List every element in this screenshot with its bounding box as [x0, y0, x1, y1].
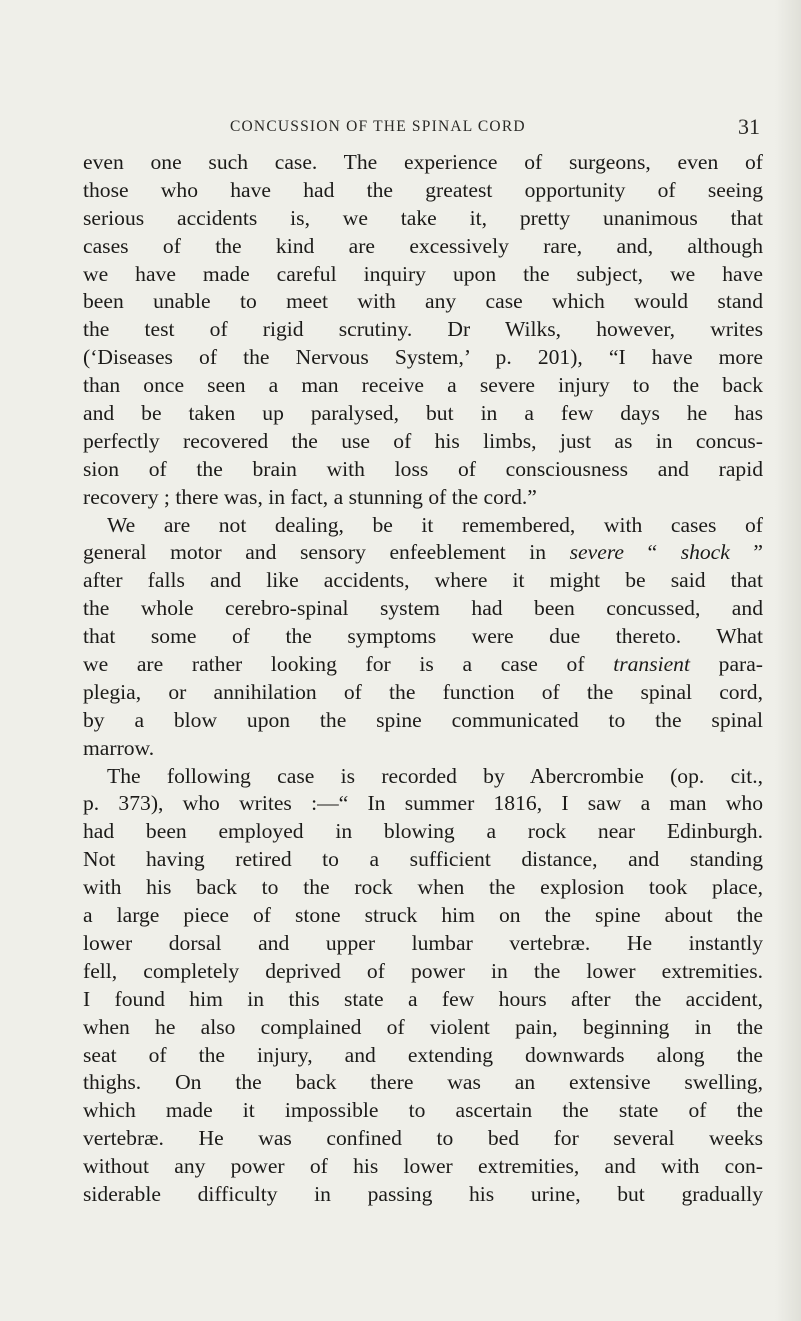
- text-line: with his back to the rock when the explosion took place,: [83, 875, 763, 900]
- text-line: marrow.: [83, 735, 155, 760]
- text-line: those who have had the greatest opportunity of seeing: [83, 177, 763, 202]
- text-line: siderable difficulty in passing his urine, but gradually: [83, 1181, 763, 1206]
- text-line: vertebræ. He was confined to bed for several weeks: [83, 1126, 763, 1151]
- text-line: The following case is recorded by Abercrombie (op. cit.,: [107, 763, 763, 788]
- body-text: [83, 149, 763, 1209]
- text-line: without any power of his lower extremities, and with con-: [83, 1154, 763, 1179]
- text-line: that some of the symptoms were due thereto. What: [83, 624, 763, 649]
- running-title: CONCUSSION OF THE SPINAL CORD: [230, 118, 526, 135]
- text-line: (‘Diseases of the Nervous System,’ p. 201), “I have more: [83, 345, 763, 370]
- text-line: seat of the injury, and extending downwards along the: [83, 1042, 763, 1067]
- text-line: by a blow upon the spine communicated to the spinal: [83, 707, 763, 732]
- text-line: plegia, or annihilation of the function of the spinal cord,: [83, 679, 763, 704]
- running-head: [84, 116, 774, 144]
- text-line: p. 373), who writes :—“ In summer 1816, I saw a man who: [83, 791, 763, 816]
- text-line: lower dorsal and upper lumbar vertebræ. He instantly: [83, 930, 763, 955]
- text-line: I found him in this state a few hours after the accident,: [83, 986, 763, 1011]
- text-line: we are rather looking for is a case of transient para-: [83, 652, 764, 677]
- page-edge-shadow: [775, 0, 801, 1321]
- text-line: after falls and like accidents, where it might be said that: [83, 568, 763, 593]
- text-line: thighs. On the back there was an extensive swelling,: [83, 1070, 763, 1095]
- text-line: a large piece of stone struck him on the spine about the: [83, 903, 763, 928]
- text-line: cases of the kind are excessively rare, and, although: [83, 233, 763, 258]
- text-line: Not having retired to a sufficient distance, and standing: [83, 847, 763, 872]
- text-line: serious accidents is, we take it, pretty unanimous that: [83, 205, 763, 230]
- text-line: the test of rigid scrutiny. Dr Wilks, however, writes: [83, 317, 763, 342]
- text-line: general motor and sensory enfeeblement in severe “ shock ”: [83, 540, 763, 565]
- text-line: the whole cerebro-spinal system had been concussed, and: [83, 596, 763, 621]
- text-line: even one such case. The experience of surgeons, even of: [83, 150, 763, 174]
- text-line: and be taken up paralysed, but in a few days he has: [83, 401, 763, 426]
- text-line: perfectly recovered the use of his limbs, just as in concus-: [83, 428, 763, 453]
- text-line: been unable to meet with any case which would stand: [83, 289, 763, 314]
- text-line: we have made careful inquiry upon the subject, we have: [83, 261, 763, 286]
- text-line: We are not dealing, be it remembered, with cases of: [107, 512, 763, 537]
- text-line: recovery ; there was, in fact, a stunning of the cord.”: [83, 484, 537, 509]
- text-line: than once seen a man receive a severe injury to the back: [83, 373, 763, 398]
- text-line: which made it impossible to ascertain the state of the: [83, 1098, 763, 1123]
- page-number: 31: [738, 114, 760, 139]
- text-line: fell, completely deprived of power in the lower extremities.: [83, 958, 763, 983]
- text-line: had been employed in blowing a rock near Edinburgh.: [83, 819, 763, 844]
- text-line: when he also complained of violent pain, beginning in the: [83, 1014, 763, 1039]
- text-line: sion of the brain with loss of consciousness and rapid: [83, 456, 763, 481]
